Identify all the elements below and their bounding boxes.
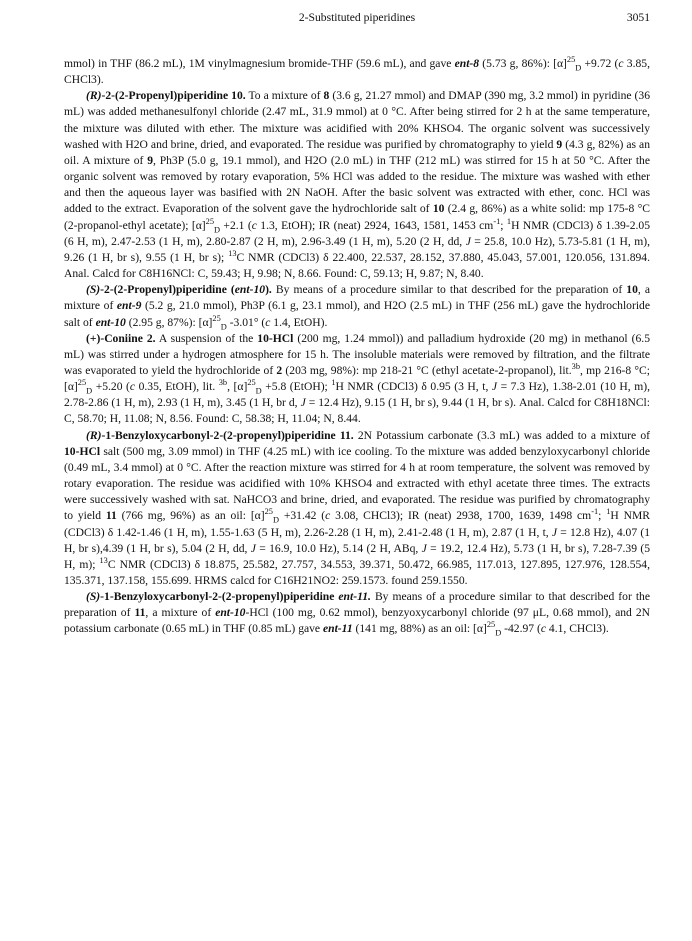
section-heading: (R) [86,428,102,442]
section-heading: (S) [86,590,101,604]
paragraph-compound-10: (R)-2-(2-Propenyl)piperidine 10. To a mixture of 8 (3.6 g, 21.27 mmol) and DMAP (390 mg, 3.2 mmol) in pyridine (36 mL) was added methanesulfonyl chloride (2.47 mL, 31.9 mmol) at 0 °C. After being stirred for 2 h at the same temperature, the mixture was diluted with ether. The mixture was acidified with 20% KHSO4. The organic solvent was successively washed with H2O and brine, dried, and evaporated. The residue was purified by chromatography to yield 9 (4.3 g, 82%) as an oil. A mixture of 9, Ph3P (5.0 g, 19.1 mmol), and H2O (2.0 mL) in THF (212 mL) was stirred for 15 h at 50 °C. After the organic solvent was removed by rotary evaporation, 5% HCl was added to the residue. The mixture was washed with ether and then the aqueous layer was basified with 2N NaOH. After the basic solvent was extracted with ether, conc. HCl was added to the extract. Evaporation of the solvent gave the hydrochloride salt of 10 (2.4 g, 86%) as a white solid: mp 175-8 °C (2-propanol-ethyl acetate); $[\alpha]^{25}_D +2.1$ (c 1.3, EtOH); IR (neat) 2924, 1643, 1581, 1453 $cm^{-1}$; $^1$H NMR (CDCl3) δ 1.39-2.05 (6 H, m), 2.47-2.53 (1 H, m), 2.80-2.87 (2 H, m), 2.96-3.49 (1 H, m), 5.20 (2 H, dd, J = 25.8, 10.0 Hz), 5.73-5.81 (1 H, m), 9.26 (1 H, br s), 9.55 (1 H, br s); $^{13}$C NMR (CDCl3) δ 22.400, 22.537, 28.152, 37.880, 45.043, 57.001, 120.056, 131.894. Anal. Calcd for C8H16NCl: C, 59.43; H, 9.98; N, 8.66. Found: C, 59.13; H, 9.87; N, 8.40. [64,89,650,281]
section-heading: (R) [86,89,102,103]
page-number: 3051 [626,11,650,24]
paragraph-ent-8-continuation: mmol) in THF (86.2 mL), 1M vinylmagnesium bromide-THF (59.6 mL), and gave ent-8 (5.73 g, 86%): $[\alpha]^{25}_D +9.72$ (c 3.85, CHCl3). [64,55,650,87]
paragraph-coniine: (+)-Coniine 2. A suspension of the 10-HCl (200 mg, 1.24 mmol)) and palladium hydroxide (20 mg) in methanol (6.5 mL) was stirred under a hydrogen atmosphere for 15 h. The insoluble materials were removed by filtration, and the filtrate was evaporated to yield the hydrochloride of 2 (203 mg, 98%): mp 218-21 °C (ethyl acetate-2-propanol), lit.$^{3b}$, mp 216-8 °C; $[\alpha]^{25}_D +5.20$ (c 0.35, EtOH), lit. $^{3b}$, $[\alpha]^{25}_D +5.8$ (EtOH); $^1$H NMR (CDCl3) δ 0.95 (3 H, t, J = 7.3 Hz), 1.38-2.01 (10 H, m), 2.78-2.86 (1 H, m), 2.93 (1 H, m), 3.45 (1 H, br d, J = 12.4 Hz), 9.15 (1 H, br s), 9.44 (1 H, br s). Anal. Calcd for C8H18NCl: C, 58.70; H, 11.08; N, 8.56. Found: C, 58.38; H, 11.04; N, 8.44. [64,331,650,426]
article-body [64,56,650,638]
section-heading: (+)-Coniine 2. [86,331,156,345]
page-header [64,10,650,26]
paragraph-ent-11: (S)-1-Benzyloxycarbonyl-2-(2-propenyl)piperidine ent-11. By means of a procedure similar to that described for the preparation of 11, a mixture of ent-10-HCl (100 mg, 0.62 mmol), benzyoxycarbonyl chloride (97 μL, 0.68 mmol), and 2N potassium carbonate (0.65 mL) in THF (0.85 mL) gave ent-11 (141 mg, 88%) as an oil: $[\alpha]^{25}_D$ -42.97 (c 4.1, CHCl3). [64,590,650,638]
running-title: 2-Substituted piperidines [298,11,416,24]
paragraph-ent-10: (S)-2-(2-Propenyl)piperidine (ent-10). By means of a procedure similar to that described for the preparation of 10, a mixture of ent-9 (5.2 g, 21.0 mmol), Ph3P (6.1 g, 23.1 mmol), and H2O (2.5 mL) in THF (256 mL) gave the hydrochloride salt of ent-10 (2.95 g, 87%): $[\alpha]^{25}_D$ -3.01° (c 1.4, EtOH). [64,283,650,331]
paragraph-compound-11: (R)-1-Benzyloxycarbonyl-2-(2-propenyl)piperidine 11. 2N Potassium carbonate (3.3 mL) was added to a mixture of 10-HCl salt (500 mg, 3.09 mmol) in THF (4.25 mL) with ice cooling. To the mixture was added benzyloxycarbonyl chloride (0.49 mL, 3.4 mmol) at 0 °C. After the reaction mixture was stirred for 4 h at room temperature, the solvent was removed by rotary evaporation. The residue was acidified with 10% KHSO4 and extracted with ethyl acetate three times. The extracts were successively washed with sat. NaHCO3 and brine, dried, and evaporated. The residue was purified by chromatography to yield 11 (766 mg, 96%) as an oil: $[\alpha]^{25}_D +31.42$ (c 3.08, CHCl3); IR (neat) 2938, 1700, 1639, 1498 $cm^{-1}$; $^1$H NMR (CDCl3) δ 1.42-1.46 (1 H, m), 1.55-1.63 (5 H, m), 2.26-2.28 (1 H, m), 2.41-2.48 (1 H, m), 2.87 (1 H, t, J = 12.8 Hz), 4.07 (1 H, br s),4.39 (1 H, br s), 5.04 (2 H, dd, J = 16.9, 10.0 Hz), 5.14 (2 H, ABq, J = 19.2, 12.4 Hz), 5.73 (1 H, br s), 7.28-7.39 (5 H, m); $^{13}$C NMR (CDCl3) δ 18.875, 25.582, 27.757, 34.553, 39.371, 50.472, 66.985, 117.013, 127.895, 127.976, 128.554, 135.371, 137.158, 155.699. HRMS calcd for C16H21NO2: 259.1573. found 259.1550. [64,428,650,587]
section-heading: (S) [86,283,101,297]
